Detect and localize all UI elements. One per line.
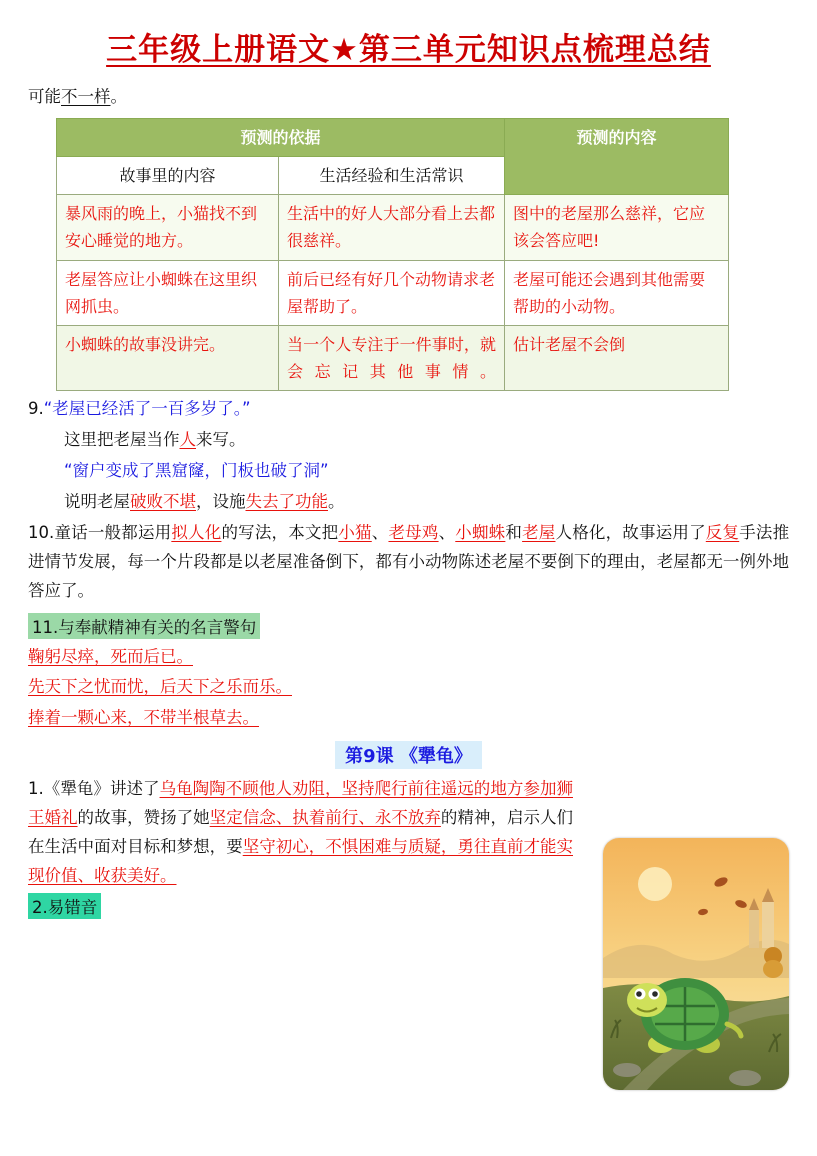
item-10-key-personification: 拟人化 xyxy=(171,522,222,542)
item-10-c: 、 xyxy=(371,522,389,542)
table-header-content: 预测的内容 xyxy=(505,118,729,194)
item-9 xyxy=(28,395,789,424)
lesson-9-item-2-heading: 2.易错音 xyxy=(28,893,101,919)
item-9-line4 xyxy=(28,488,789,517)
table-cell-story: 暴风雨的晚上，小猫找不到安心睡觉的地方。 xyxy=(57,195,279,260)
item-10-g: 手法推进情节发展，每一个片段都是以老屋准备倒下，都有小动物陈述老屋不要倒下的理由，老屋都无一例外地答应了。 xyxy=(28,522,790,600)
lesson-9-item-1-b: 的故事，赞扬了她 xyxy=(77,808,210,827)
maxim-text: 先天下之忧而忧，后天下之乐而乐。 xyxy=(28,677,292,697)
item-10-f: 人格化，故事运用了 xyxy=(555,522,706,542)
lead-line-underlined: 不一样 xyxy=(61,87,111,106)
table-cell-content: 老屋可能还会遇到其他需要帮助的小动物。 xyxy=(505,260,729,325)
item-9-quote: “老屋已经活了一百多岁了。” xyxy=(43,399,251,419)
item-9-line3 xyxy=(28,457,789,486)
turtle-illustration-svg xyxy=(603,838,789,1090)
lesson-9-item-1-key-story: 乌龟陶陶不顾他人劝阻，坚持爬行前往遥远的地方参加狮王婚礼 xyxy=(28,779,573,827)
table-cell-story: 老屋答应让小蜘蛛在这里织网抓虫。 xyxy=(57,260,279,325)
table-cell-content: 图中的老屋那么慈祥，它应该会答应吧! xyxy=(505,195,729,260)
prediction-table xyxy=(56,118,729,392)
table-cell-content: 估计老屋不会倒 xyxy=(505,326,729,391)
item-9-line4-a: 说明老屋 xyxy=(64,492,130,511)
item-11-heading: 11.与奉献精神有关的名言警句 xyxy=(28,613,260,639)
maxim-text: 捧着一颗心来，不带半根草去。 xyxy=(28,708,259,728)
table-row xyxy=(57,326,729,391)
item-9-line2 xyxy=(28,426,789,455)
lesson-9-item-1-key-lesson: 坚守初心，不惧困难与质疑，勇往直前才能实现价值、收获美好。 xyxy=(28,836,573,885)
table-cell-life: 生活中的好人大部分看上去都很慈祥。 xyxy=(279,195,505,260)
item-10-a: 童话一般都运用 xyxy=(54,522,172,542)
lesson-9-item-1 xyxy=(28,775,573,891)
item-9-number: 9. xyxy=(28,399,44,419)
item-9-line2-key: 人 xyxy=(179,430,196,450)
item-9-line2-b: 来写。 xyxy=(196,430,246,450)
table-subheader-story: 故事里的内容 xyxy=(57,157,279,195)
turtle-illustration xyxy=(603,838,789,1090)
lesson-9-title-wrap xyxy=(28,735,789,773)
item-9-line4-key2: 失去了功能 xyxy=(245,492,328,511)
lead-line-before: 可能 xyxy=(28,87,61,106)
item-9-line4-c: 。 xyxy=(328,492,345,511)
item-10-key-spider: 小蜘蛛 xyxy=(455,522,506,542)
lesson-9-item-1-c: 的精神，启示人们在生活中面对目标和梦想，要 xyxy=(28,808,573,856)
item-11-quote-1 xyxy=(28,643,789,672)
lesson-9-item-1-key-spirit: 坚定信念、执着前行、永不放弃 xyxy=(209,808,441,827)
item-9-line3-quote: “窗户变成了黑窟窿，门板也破了洞” xyxy=(64,461,329,481)
table-header-basis: 预测的依据 xyxy=(57,118,505,156)
item-10-b: 的写法，本文把 xyxy=(221,522,339,542)
item-10-e: 和 xyxy=(505,522,523,542)
item-9-line4-b: ，设施 xyxy=(196,492,246,511)
table-subheader-life: 生活经验和生活常识 xyxy=(279,157,505,195)
page-title: 三年级上册语文★第三单元知识点梳理总结 xyxy=(106,32,711,68)
item-11-heading-wrap xyxy=(28,608,789,641)
maxim-text: 鞠躬尽瘁，死而后已。 xyxy=(28,646,193,666)
lead-line-after: 。 xyxy=(110,87,127,106)
lead-line xyxy=(28,83,789,112)
item-9-line2-a: 这里把老屋当作 xyxy=(64,430,180,450)
item-11-quote-2 xyxy=(28,673,789,702)
table-row xyxy=(57,260,729,325)
table-row xyxy=(57,195,729,260)
table-cell-life: 当一个人专注于一件事时，就会忘记其他事情。 xyxy=(279,326,505,391)
item-9-line4-key1: 破败不堪 xyxy=(130,492,196,511)
lesson-9-title: 第9课 《犟龟》 xyxy=(335,741,482,769)
table-cell-story: 小蜘蛛的故事没讲完。 xyxy=(57,326,279,391)
item-10-key-cat: 小猫 xyxy=(338,522,372,542)
lesson-9-item-1-a: 《犟龟》讲述了 xyxy=(43,779,160,799)
item-10-key-hen: 老母鸡 xyxy=(388,522,439,542)
item-10 xyxy=(28,519,789,606)
item-10-key-oldhouse: 老屋 xyxy=(522,522,556,542)
item-10-d: 、 xyxy=(438,522,456,542)
item-10-key-repetition: 反复 xyxy=(705,522,740,542)
table-header-row xyxy=(57,118,729,156)
item-11-quote-3 xyxy=(28,704,789,733)
lesson-9-item-1-number: 1. xyxy=(28,779,44,799)
table-cell-life: 前后已经有好几个动物请求老屋帮助了。 xyxy=(279,260,505,325)
item-10-number: 10. xyxy=(28,522,55,542)
